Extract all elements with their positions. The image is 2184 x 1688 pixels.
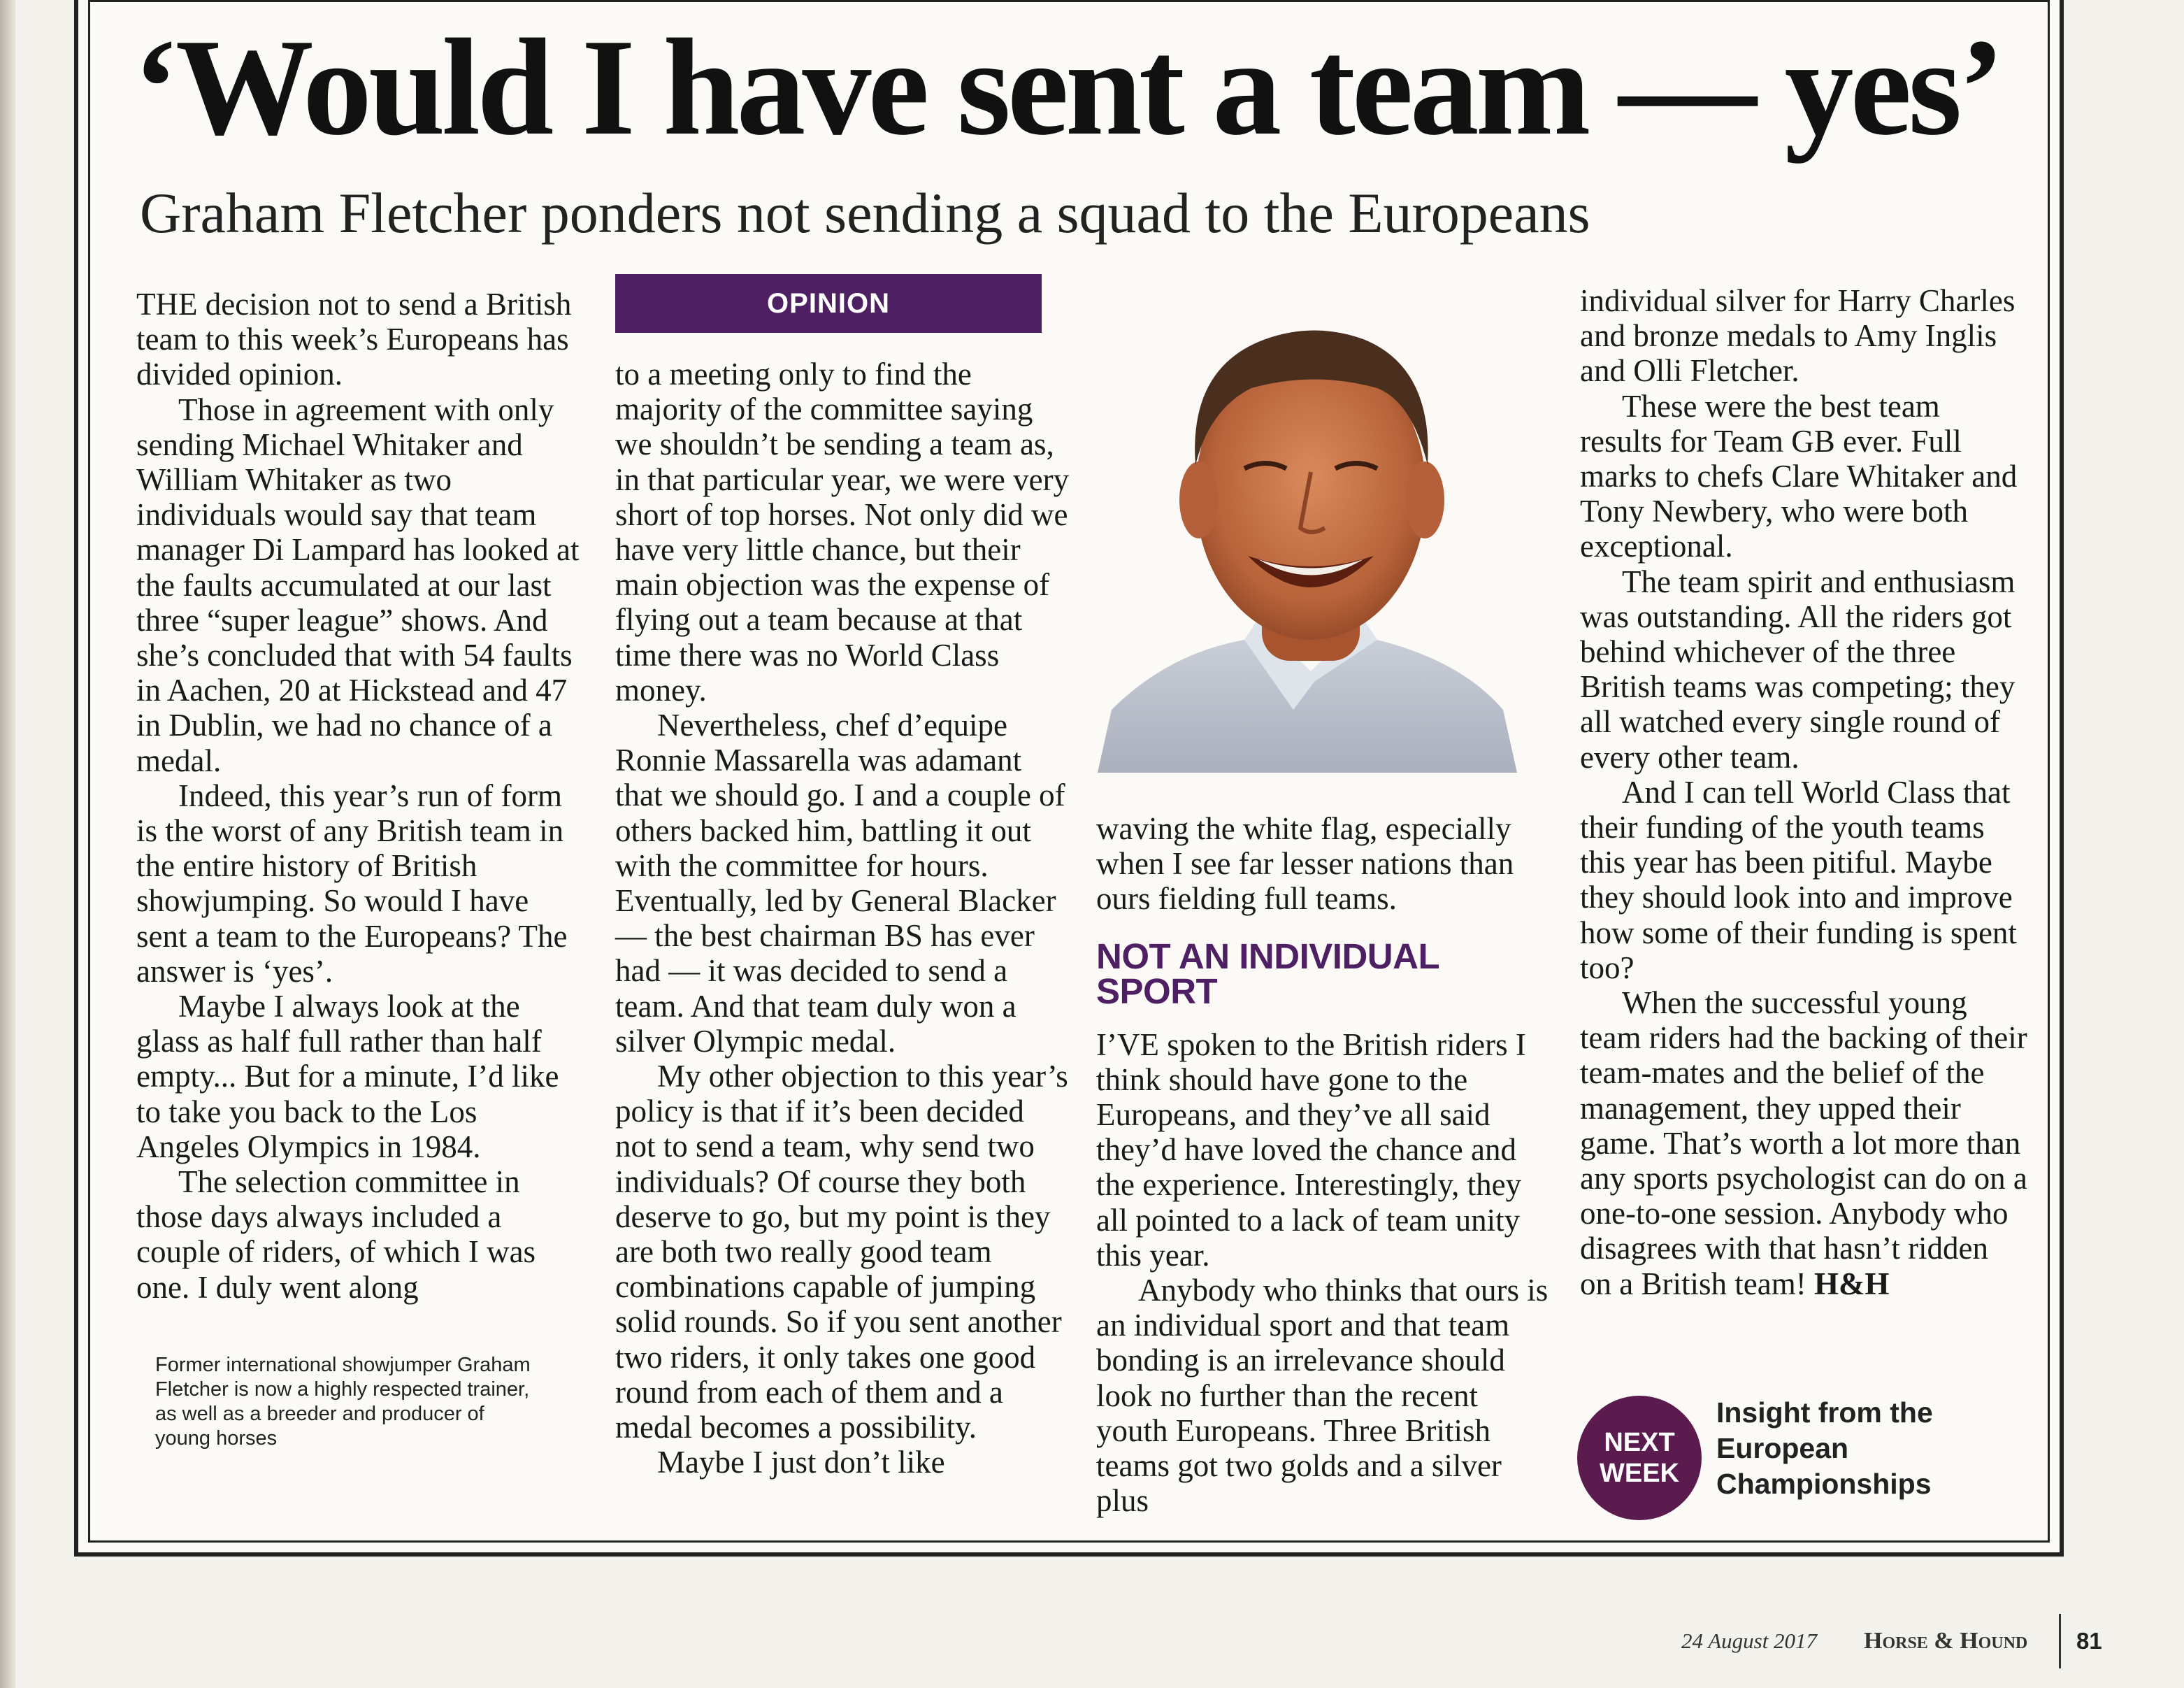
page-edge	[0, 0, 15, 1688]
author-portrait	[1084, 290, 1538, 773]
standfirst: Graham Fletcher ponders not sending a squad to the Europeans	[140, 181, 1590, 245]
paragraph: These were the best team results for Team GB ever. Full marks to chefs Clare Whitaker and Tony Newbery, who were both exceptional.	[1580, 388, 2018, 564]
paragraph: I’VE spoken to the British riders I think should have gone to the Europeans, and they’ve all said they’d have loved the chance and the experience. Interestingly, they all pointed to a lack of team unity this year.	[1096, 1027, 1526, 1273]
paragraph-text: When the successful young team riders had the backing of their team-mates and the belief of the management, they upped their game. That’s worth a lot more than any sports psychologist can do on a one-to-one session. Anybody who disagrees with that hasn’t ridden on a British team!	[1580, 985, 2027, 1301]
paragraph: waving the white flag, especially when I see far lesser nations than ours fielding full teams.	[1096, 811, 1514, 917]
headline: ‘Would I have sent a team — yes’	[133, 10, 2002, 164]
badge-line-1: NEXT	[1604, 1428, 1675, 1457]
paragraph: And I can tell World Class that their funding of the youth teams this year has been pitiful. Maybe they should look into and improve how some of their funding is spent too?	[1580, 774, 2017, 985]
photo-caption: Former international showjumper Graham Fletcher is now a highly respected trainer, as well as a breeder and producer of young horses	[155, 1354, 531, 1450]
paragraph: THE decision not to send a British team to this week’s Europeans has divided opinion.	[136, 287, 572, 392]
paragraph: Nevertheless, chef d’equipe Ronnie Massarella was adamant that we should go. I and a couple of others backed him, battling it out with the committee for hours. Eventually, led by General Blacker — the best chairman BS has ever had — it was decided to send a team. And that team duly won a silver Olympic medal.	[615, 708, 1065, 1059]
folio-date: 24 August 2017	[1681, 1629, 1818, 1653]
ear-left	[1179, 462, 1219, 538]
column-1	[136, 287, 584, 1305]
column-4	[1580, 283, 2027, 1301]
page-number: 81	[2076, 1628, 2102, 1654]
paragraph: The team spirit and enthusiasm was outstanding. All the riders got behind whichever of the three British teams was competing; they all watched every single round of every other team.	[1580, 564, 2016, 775]
paragraph: The selection committee in those days always included a couple of riders, of which I was one. I duly went along	[136, 1164, 536, 1305]
folio-magazine: Horse & Hound	[1864, 1628, 2028, 1654]
opinion-label: OPINION	[615, 274, 1042, 333]
next-week-badge	[1577, 1396, 1702, 1520]
column-2	[615, 357, 1070, 1480]
subhead: NOT AN INDIVIDUAL SPORT	[1096, 936, 1439, 1011]
paragraph: My other objection to this year’s policy is that if it’s been decided not to send a team, why send two individuals? Of course they both deserve to go, but my point is they are both two really good team combinations capable of jumping solid rounds. So if you sent another two riders, it only takes one good round from each of them and a medal becomes a possibility.	[615, 1059, 1068, 1445]
paragraph-final	[1580, 985, 2027, 1301]
signoff: H&H	[1813, 1266, 1890, 1301]
paragraph: Those in agreement with only sending Michael Whitaker and William Whitaker as two individuals would say that team manager Di Lampard has looked at the faults accumulated at our last three “super league” shows. And she’s concluded that with 54 faults in Aachen, 20 at Hickstead and 47 in Dublin, we had no chance of a medal.	[136, 392, 580, 778]
paragraph: Maybe I always look at the glass as half full rather than half empty... But for a minute, I’d like to take you back to the Los Angeles Olympics in 1984.	[136, 989, 559, 1164]
next-week-text: Insight from the European Championships	[1716, 1396, 1933, 1500]
paragraph: Maybe I just don’t like	[657, 1445, 945, 1480]
column-3	[1096, 811, 1551, 1518]
folio-divider	[2059, 1614, 2061, 1668]
paragraph: to a meeting only to find the majority of the committee saying we shouldn’t be sending a team as, in that particular year, we were very short of top horses. Not only did we have very little chance, but their main objection was the expense of flying out a team because at that time there was no World Class money.	[615, 357, 1070, 708]
badge-line-2: WEEK	[1600, 1459, 1679, 1488]
paragraph: Anybody who thinks that ours is an individual sport and that team bonding is an irrelevance should look no further than the recent youth Europeans. Three British teams got two golds and a silver plus	[1096, 1273, 1549, 1519]
paragraph: individual silver for Harry Charles and bronze medals to Amy Inglis and Olli Fletcher.	[1580, 283, 2016, 389]
paragraph: Indeed, this year’s run of form is the worst of any British team in the entire history of British showjumping. So would I have sent a team to the Europeans? The answer is ‘yes’.	[136, 778, 568, 989]
ear-right	[1405, 462, 1444, 538]
